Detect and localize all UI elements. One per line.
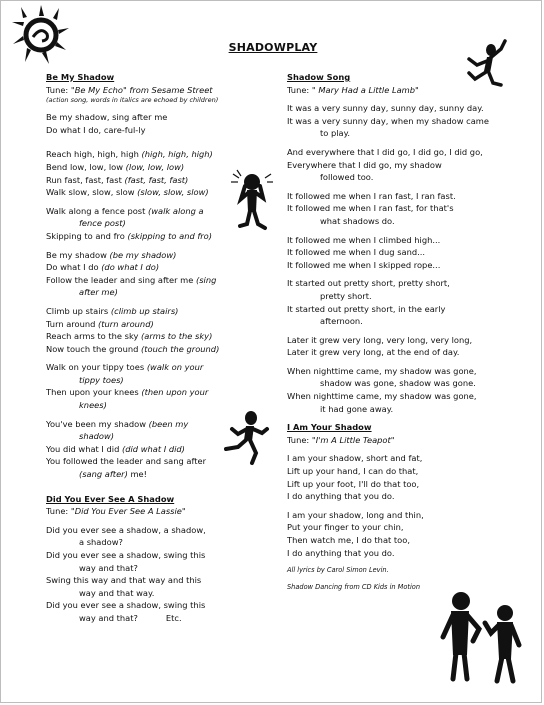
lyric-line: way and that? Etc. [79,612,182,623]
lyric-line: Bend low, low, low (low, low, low) [46,161,185,172]
lyric-line: Walk slow, slow, slow (slow, slow, slow) [46,187,209,198]
lyric-line: Reach high, high, high (high, high, high) [46,149,213,160]
lyric-line: It followed me when I ran fast, for that's [287,203,454,214]
lyric-line: Put your finger to your chin, [287,522,404,533]
song-title-shadow-song: Shadow Song [287,72,351,82]
lyric-line: You did what I did (did what I did) [46,443,185,454]
lyric-line: It started out pretty short, pretty short, [287,278,450,289]
lyric-line: I am your shadow, long and thin, [287,509,424,520]
lyric-line: Lift up your foot, I'll do that too, [287,478,420,489]
lyric-line: Did you ever see a shadow, swing this [46,550,206,560]
lyric-line: Did you ever see a shadow, swing this [46,600,206,611]
listening-figure-icon [227,166,281,236]
lyrics-credit: All lyrics by Carol Simon Levin. [287,566,389,575]
lyric-line: way and that? [79,562,138,573]
lyric-line: followed too. [320,172,374,183]
lyric-line: tippy toes) [79,374,124,385]
lyric-line: Everywhere that I did go, my shadow [287,159,442,170]
lyric-line: way and that way. [79,587,155,598]
lyric-line: Climb up stairs (climb up stairs) [46,305,179,316]
lyric-line: Later it grew very long, at the end of day. [287,347,460,358]
lyric-line: I am your shadow, short and fat, [287,453,423,464]
lyric-line: what shadows do. [320,215,395,226]
song-note: (action song, words in italics are echoed by children) [46,96,219,105]
song-title-be-my-shadow: Be My Shadow [46,72,115,82]
right-column [287,71,487,593]
lyric-line: When nighttime came, my shadow was gone, [287,365,477,376]
lyric-line: afternoon. [320,316,363,327]
lyric-line: to play. [320,128,350,139]
lyric-line: When nighttime came, my shadow was gone, [287,391,477,402]
lyric-line: It was a very sunny day, when my shadow came [287,115,489,126]
lyric-line: pretty short. [320,290,372,301]
left-column [46,71,226,625]
lyric-line: It followed me when I skipped rope... [287,259,441,270]
lyric-line: Walk along a fence post (walk along a [46,205,204,216]
lyric-line: shadow was gone, shadow was gone. [320,378,476,389]
lyric-line: It started out pretty short, in the early [287,303,446,314]
two-figures-icon [437,589,533,685]
lyric-line: Do what I do (do what I do) [46,262,160,273]
lyric-line: knees) [79,400,107,411]
lyric-line: Did you ever see a shadow, a shadow, [46,524,206,535]
lyric-line: You followed the leader and sang after [46,456,207,467]
lyric-line: Lift up your hand, I can do that, [287,466,419,477]
lyric-line: Reach arms to the sky (arms to the sky) [46,331,213,342]
lyric-line: Follow the leader and sing after me (sing [46,274,217,285]
lyric-line: Be my shadow, sing after me [46,112,168,123]
lyric-line: And everywhere that I did go, I did go, I did go, [287,146,483,157]
tune-line: Tune: "Be My Echo" from Sesame Street [46,84,213,95]
lyric-line: (sang after) me! [79,469,147,480]
lyric-line: Walk on your tippy toes (walk on your [46,362,204,373]
page-title: SHADOWPLAY [228,41,318,54]
music-credit: Shadow Dancing from CD Kids in Motion [287,583,421,592]
tune-line: Tune: "I'm A Little Teapot" [287,434,395,445]
lyric-line: I do anything that you do. [287,491,395,502]
lyric-line: It followed me when I ran fast, I ran fast. [287,190,456,201]
tune-line: Tune: " Mary Had a Little Lamb" [287,84,419,95]
sun-icon [11,4,71,66]
lyric-line: shadow) [79,431,115,442]
lyric-line: Turn around (turn around) [46,318,154,329]
lyric-line: It was a very sunny day, sunny day, sunny day. [287,103,484,114]
lyric-line: fence post) [79,218,126,229]
tune-line: Tune: "Did You Ever See A Lassie" [46,506,186,517]
lyric-line: It followed me when I dug sand... [287,247,426,258]
lyric-line: Then upon your knees (then upon your [46,387,209,398]
lyric-line: I do anything that you do. [287,547,395,558]
lyric-line: Now touch the ground (touch the ground) [46,343,220,354]
lyric-line: a shadow? [79,537,123,548]
lyric-line: it had gone away. [320,403,394,414]
lyric-line: Do what I do, care-ful-ly [46,124,146,135]
lyric-line: Skipping to and fro (skipping to and fro) [46,230,212,241]
lyric-line: Later it grew very long, very long, very long, [287,334,473,345]
lyric-line: It followed me when I climbed high... [287,234,441,245]
lyric-line: Then watch me, I do that too, [287,535,410,545]
song-title-i-am-your-shadow: I Am Your Shadow [287,422,372,433]
lyric-line: Be my shadow (be my shadow) [46,249,177,260]
lyric-line: Swing this way and that way and this [46,575,202,586]
lyric-line: after me) [79,287,118,298]
lyric-line: You've been my shadow (been my [46,418,189,429]
lyric-line: Run fast, fast, fast (fast, fast, fast) [46,174,189,185]
song-title-did-you-ever-see-a-shadow: Did You Ever See A Shadow [46,493,175,504]
